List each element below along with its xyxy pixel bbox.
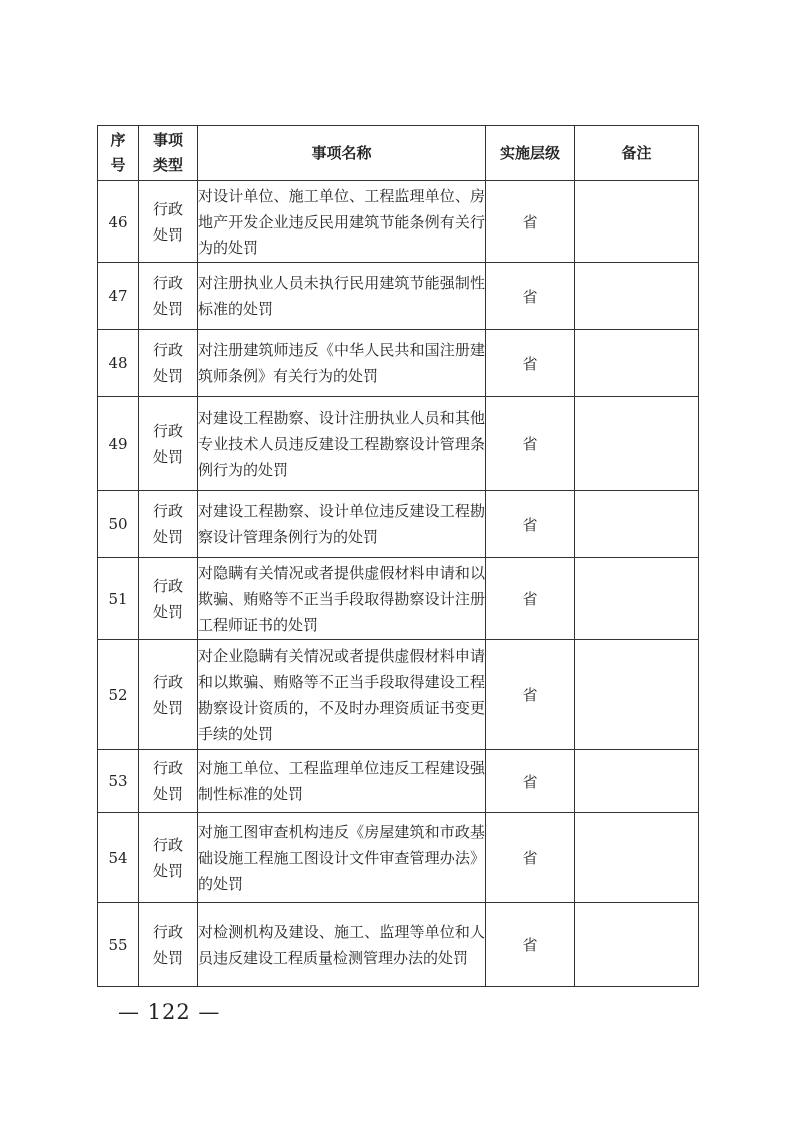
header-row xyxy=(98,126,699,181)
row-type-label: 行政处罚 xyxy=(152,421,183,466)
row-level: 省 xyxy=(486,640,575,750)
row-name: 对施工单位、工程监理单位违反工程建设强制性标准的处罚 xyxy=(198,750,486,813)
row-name: 对建设工程勘察、设计注册执业人员和其他专业技术人员违反建设工程勘察设计管理条例行为的处罚 xyxy=(198,397,486,491)
row-note xyxy=(575,491,699,558)
row-type xyxy=(139,813,198,903)
row-level: 省 xyxy=(486,813,575,903)
row-seq: 52 xyxy=(98,640,139,750)
row-type-label: 行政处罚 xyxy=(152,199,183,244)
row-note xyxy=(575,397,699,491)
row-note xyxy=(575,750,699,813)
row-name: 对设计单位、施工单位、工程监理单位、房地产开发企业违反民用建筑节能条例有关行为的处罚 xyxy=(198,181,486,263)
row-seq: 54 xyxy=(98,813,139,903)
row-seq: 51 xyxy=(98,558,139,640)
row-type-label: 行政处罚 xyxy=(152,274,183,318)
row-type xyxy=(139,181,198,263)
row-name: 对隐瞒有关情况或者提供虚假材料申请和以欺骗、贿赂等不正当手段取得勘察设计注册工程师证书的处罚 xyxy=(198,558,486,640)
table-row xyxy=(98,181,699,263)
row-type-label: 行政处罚 xyxy=(152,576,183,621)
table-row xyxy=(98,640,699,750)
row-type-label: 行政处罚 xyxy=(152,922,183,967)
row-type xyxy=(139,750,198,813)
table-row xyxy=(98,330,699,397)
row-level: 省 xyxy=(486,263,575,330)
row-level: 省 xyxy=(486,491,575,558)
row-type-label: 行政处罚 xyxy=(152,502,183,546)
row-level: 省 xyxy=(486,397,575,491)
row-note xyxy=(575,640,699,750)
row-type xyxy=(139,397,198,491)
row-type-label: 行政处罚 xyxy=(152,672,183,717)
row-seq: 48 xyxy=(98,330,139,397)
row-type xyxy=(139,640,198,750)
row-name: 对建设工程勘察、设计单位违反建设工程勘察设计管理条例行为的处罚 xyxy=(198,491,486,558)
table-row xyxy=(98,263,699,330)
row-seq: 50 xyxy=(98,491,139,558)
row-type xyxy=(139,263,198,330)
row-type xyxy=(139,558,198,640)
header-seq-label: 序号 xyxy=(110,131,126,174)
table-row xyxy=(98,397,699,491)
row-name: 对企业隐瞒有关情况或者提供虚假材料申请和以欺骗、贿赂等不正当手段取得建设工程勘察设计资质的，不及时办理资质证书变更手续的处罚 xyxy=(198,640,486,750)
items-table xyxy=(97,125,699,987)
header-level-label: 实施层级 xyxy=(499,144,560,162)
row-note xyxy=(575,181,699,263)
header-note xyxy=(575,126,699,181)
table-row xyxy=(98,750,699,813)
table-row xyxy=(98,903,699,987)
page-number: — 122 — xyxy=(118,1000,221,1024)
row-type-label: 行政处罚 xyxy=(152,341,183,385)
header-type-label: 事项类型 xyxy=(152,131,183,174)
row-level: 省 xyxy=(486,750,575,813)
row-note xyxy=(575,330,699,397)
row-seq: 53 xyxy=(98,750,139,813)
header-type xyxy=(139,126,198,181)
row-note xyxy=(575,813,699,903)
row-name: 对注册执业人员未执行民用建筑节能强制性标准的处罚 xyxy=(198,263,486,330)
row-type xyxy=(139,330,198,397)
header-name xyxy=(198,126,486,181)
row-level: 省 xyxy=(486,181,575,263)
header-level xyxy=(486,126,575,181)
row-seq: 49 xyxy=(98,397,139,491)
table-row xyxy=(98,813,699,903)
row-type-label: 行政处罚 xyxy=(152,759,183,803)
table-row xyxy=(98,558,699,640)
row-type xyxy=(139,903,198,987)
row-level: 省 xyxy=(486,558,575,640)
row-seq: 47 xyxy=(98,263,139,330)
row-seq: 46 xyxy=(98,181,139,263)
row-note xyxy=(575,903,699,987)
header-note-label: 备注 xyxy=(621,144,652,162)
row-level: 省 xyxy=(486,330,575,397)
header-seq xyxy=(98,126,139,181)
row-name: 对注册建筑师违反《中华人民共和国注册建筑师条例》有关行为的处罚 xyxy=(198,330,486,397)
row-note xyxy=(575,263,699,330)
row-note xyxy=(575,558,699,640)
table-row xyxy=(98,491,699,558)
row-type xyxy=(139,491,198,558)
header-name-label: 事项名称 xyxy=(311,144,372,162)
row-type-label: 行政处罚 xyxy=(152,835,183,880)
row-level: 省 xyxy=(486,903,575,987)
row-name: 对检测机构及建设、施工、监理等单位和人员违反建设工程质量检测管理办法的处罚 xyxy=(198,903,486,987)
row-name: 对施工图审查机构违反《房屋建筑和市政基础设施工程施工图设计文件审查管理办法》的处罚 xyxy=(198,813,486,903)
row-seq: 55 xyxy=(98,903,139,987)
